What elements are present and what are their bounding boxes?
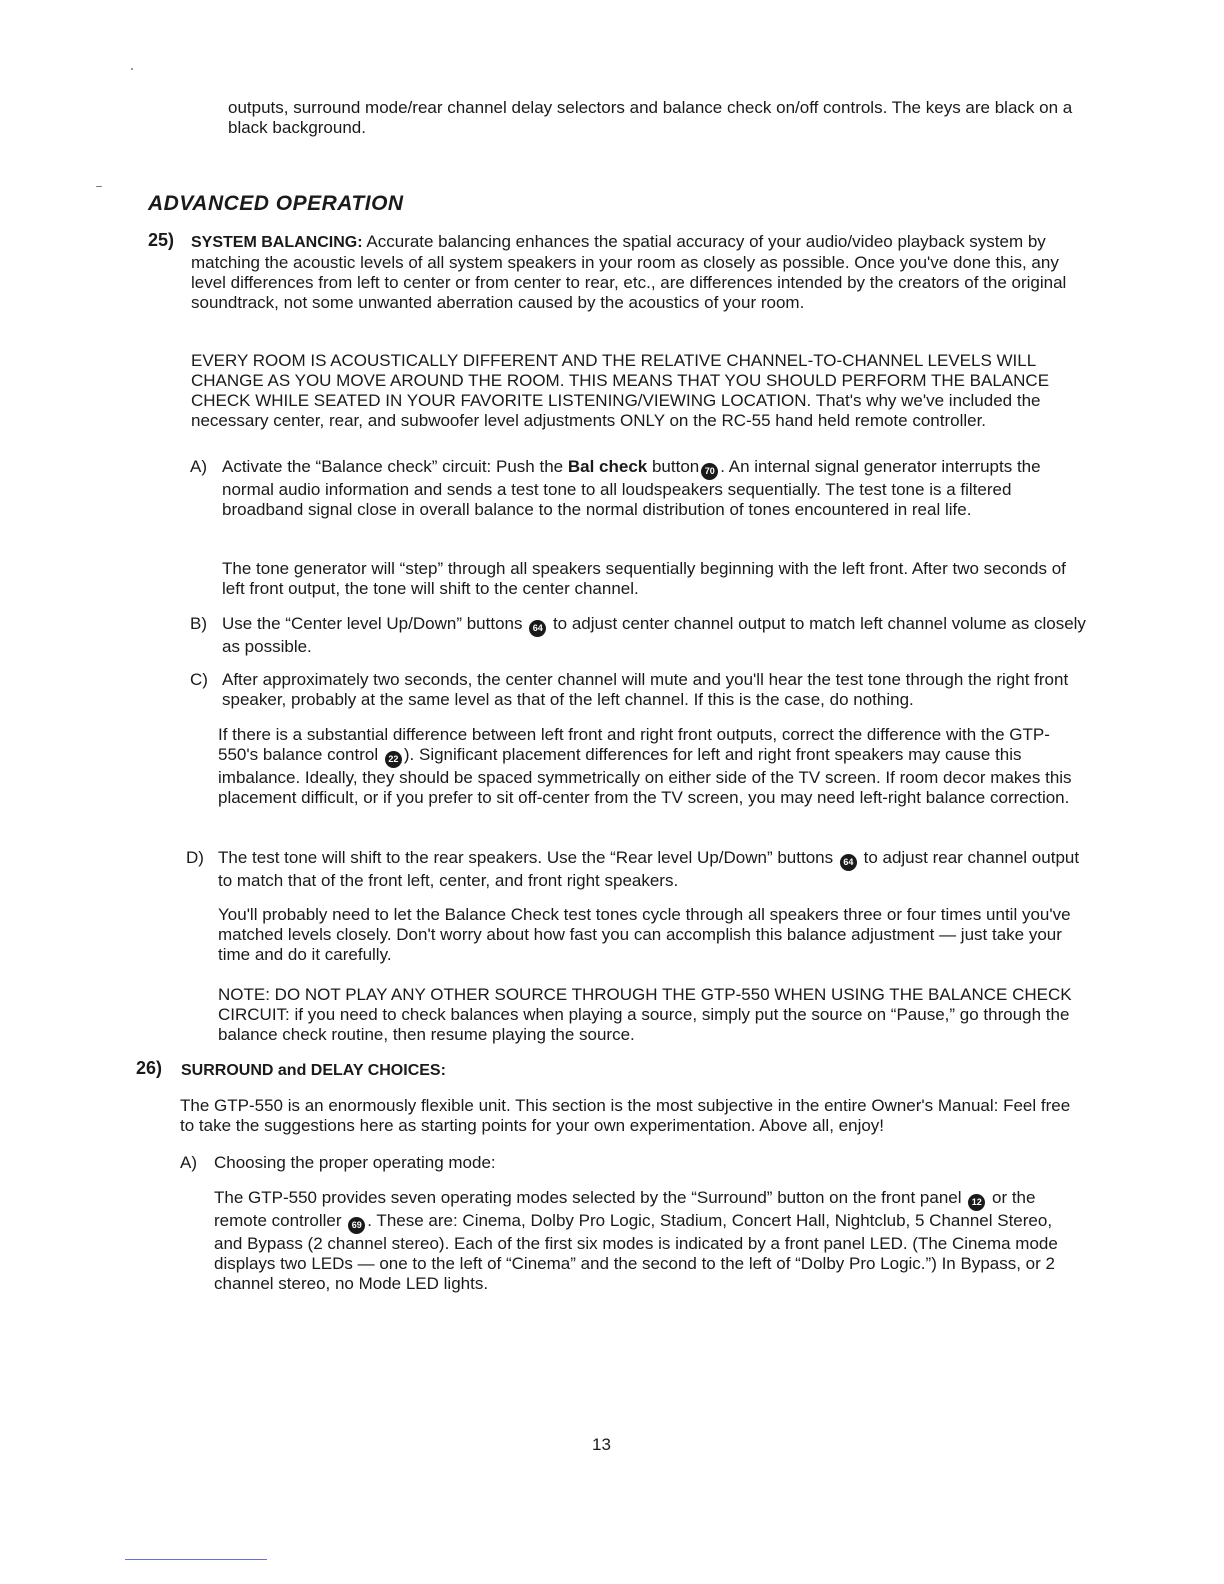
modes-text-a: The GTP-550 provides seven operating modes selected by the “Surround” button on the front panel [214,1188,962,1207]
section-title: ADVANCED OPERATION [148,192,404,215]
modes-text-b: or the remote controller [214,1188,1036,1230]
step-c-text-2b: ). Significant placement differences for left and right front speakers may cause this imbalance. Ideally, they should be spaced symmetrically on either side of the TV screen. If room decor makes this placement difficult, or if you prefer to sit off-center from the TV screen, you may need left-right balance correction. [218,745,1072,807]
page-number: 13 [592,1435,611,1454]
callout-badge: 12 [968,1194,985,1211]
callout-badge: 64 [529,620,546,637]
step-c-paragraph: After approximately two seconds, the center channel will mute and you'll hear the test tone through the right front speaker, probably at the same level as that of the left channel. If this is the case, do nothing. [222,670,1069,709]
step-a-text-2: . An internal signal generator interrupts the normal audio information and sends a test tone to all loudspeakers sequentially. The test tone is a filtered broadband signal close in overall balance to the normal distribution of tones encountered in real life. [222,457,1041,519]
item-26-heading: SURROUND and DELAY CHOICES: [181,1062,446,1079]
balance-warning-rest: That's why we've included the necessary center, rear, and subwoofer level adjustments ONLY on the RC-55 hand held remote controller. [191,391,1041,430]
item-26-number: 26) [136,1058,163,1078]
step-d-label: D) [186,848,204,867]
step-d-text: The test tone will shift to the rear speakers. Use the “Rear level Up/Down” buttons [218,848,834,867]
step-a-text: Activate the “Balance check” circuit: Push the [222,457,564,476]
scan-speck [131,68,133,70]
footer-rule [125,1559,267,1560]
step-b-text: Use the “Center level Up/Down” buttons [222,614,523,633]
step-a-button-word: button [651,457,700,476]
balance-warning [191,351,1089,431]
step-a-paragraph [222,457,1088,520]
step-d-paragraph-2: You'll probably need to let the Balance Check test tones cycle through all speakers three or four times until you've matched levels closely. Don't worry about how fast you can accomplish this balance adjustment — just take your time and do it carefully. [218,905,1071,964]
bal-check-button-label: Bal check [567,457,648,476]
scan-speck [96,186,102,187]
step-b-label: B) [190,614,207,633]
step-c-text-2a: If there is a substantial difference between left front and right front outputs, correct the difference with the GTP-550's balance control [218,725,1050,764]
step-d-paragraph [218,848,1088,891]
step-d-text-2: to adjust rear channel output to match that of the front left, center, and front right speakers. [218,848,1080,890]
item-25-number: 25) [148,230,175,250]
step-b-paragraph [222,614,1088,657]
item-25-text: Accurate balancing enhances the spatial accuracy of your audio/video playback system by matching the acoustic levels of all system speakers in your room as closely as possible. Once you've done this, any level differences from left to center or from center to rear, etc., are differences intended by the creators of the original soundtrack, not some unwanted aberration caused by the acoustics of your room. [191,232,1067,312]
item-26-step-a-label: A) [180,1153,197,1172]
balance-note-rest: if you need to check balances when playing a source, simply put the source on “Pause,” go through the balance check routine, then resume playing the source. [218,1005,1070,1044]
step-c-paragraph-2 [218,725,1088,808]
balance-note-caps: NOTE: DO NOT PLAY ANY OTHER SOURCE THROUGH THE GTP-550 WHEN USING THE BALANCE CHECK CIRCUIT: [218,985,1072,1024]
callout-badge: 70 [701,463,718,480]
step-a-paragraph-2: The tone generator will “step” through all speakers sequentially beginning with the left front. After two seconds of left front output, the tone will shift to the center channel. [222,559,1066,598]
item-26-step-a-text: Choosing the proper operating mode: [214,1153,496,1172]
intro-paragraph: outputs, surround mode/rear channel delay selectors and balance check on/off controls. The keys are black on a black background. [228,98,1073,137]
item-25-paragraph [191,232,1089,313]
step-c-label: C) [190,670,208,689]
item-25-heading: SYSTEM BALANCING: [191,234,363,251]
callout-badge: 22 [385,751,402,768]
balance-warning-caps: EVERY ROOM IS ACOUSTICALLY DIFFERENT AND THE RELATIVE CHANNEL-TO-CHANNEL LEVELS WILL CHANGE AS YOU MOVE AROUND THE ROOM. THIS MEANS THAT YOU SHOULD PERFORM THE BALANCE CHECK WHILE SEATED IN YOUR FAVORITE LISTENING/VIEWING LOCATION. [191,351,1050,410]
modes-text-c: . These are: Cinema, Dolby Pro Logic, Stadium, Concert Hall, Nightclub, 5 Channel Stereo, and Bypass (2 channel stereo). Each of the first six modes is indicated by a front panel LED. (The Cinema mode displays two LEDs — one to the left of “Cinema” and the second to the left of “Dolby Pro Logic.”) In Bypass, or 2 channel stereo, no Mode LED lights. [214,1211,1058,1293]
operating-modes-paragraph [214,1188,1080,1294]
callout-badge: 69 [348,1217,365,1234]
step-a-label: A) [190,457,207,476]
step-b-text-2: to adjust center channel output to match left channel volume as closely as possible. [222,614,1086,656]
item-26-paragraph: The GTP-550 is an enormously flexible unit. This section is the most subjective in the entire Owner's Manual: Feel free to take the suggestions here as starting points for your own experimentation. Above all, enjoy! [180,1096,1071,1135]
callout-badge: 64 [840,854,857,871]
balance-note [218,985,1088,1045]
